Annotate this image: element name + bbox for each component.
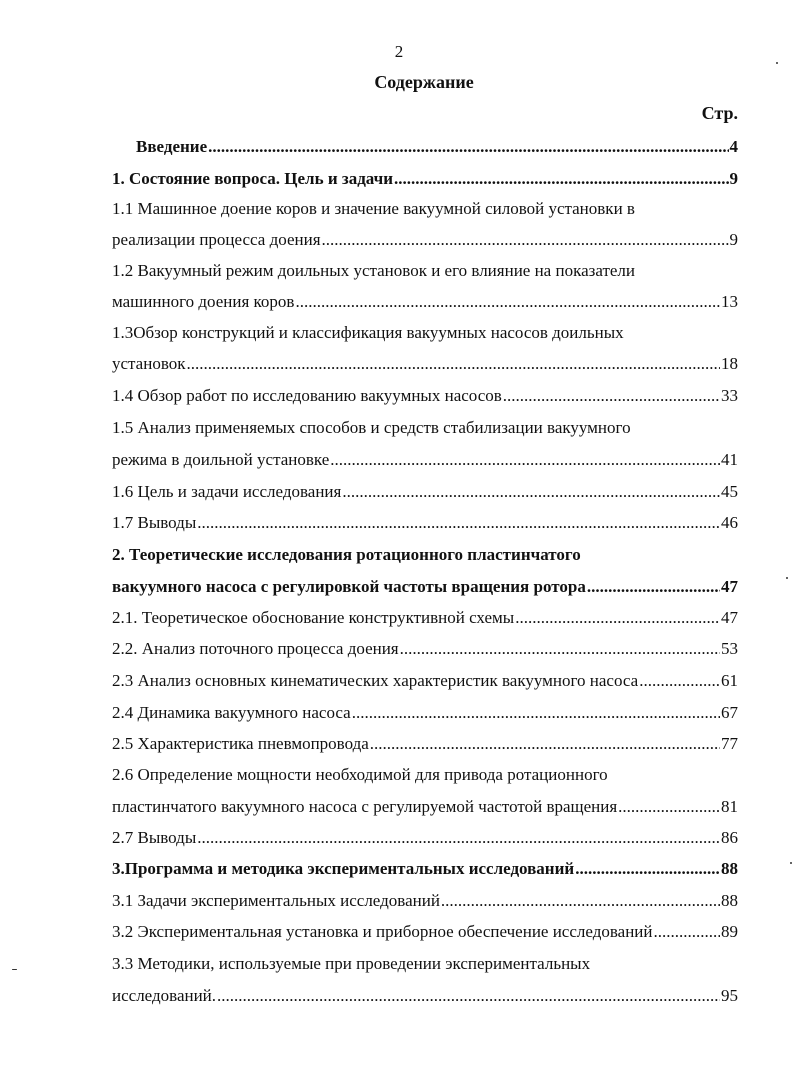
toc-entry-2-1: 2.1. Теоретическое обоснование конструктивной схемы ..... 47 bbox=[112, 607, 738, 629]
toc-entry-1-3-line1: 1.3Обзор конструкций и классификация вакуумных насосов доильных bbox=[112, 323, 624, 342]
page-column-label: Стр. bbox=[701, 103, 738, 123]
scan-speck bbox=[790, 862, 792, 864]
scan-speck bbox=[776, 62, 778, 64]
toc-entry-chapter-2: вакуумного насоса с регулировкой частоты вращения ротора ..... 47 bbox=[112, 576, 738, 598]
toc-entry-2-3: 2.3 Анализ основных кинематических характеристик вакуумного насоса ..... 61 bbox=[112, 670, 738, 692]
toc-entry-intro: Введение ..... 4 bbox=[136, 136, 738, 158]
toc-entry-1-3: установок ..... 18 bbox=[112, 353, 738, 375]
scan-speck bbox=[786, 577, 788, 579]
toc-entry-2-5: 2.5 Характеристика пневмопровода ..... 77 bbox=[112, 733, 738, 755]
toc-entry-3-3: исследований. ..... 95 bbox=[112, 985, 738, 1007]
toc-entry-1-1: реализации процесса доения ..... 9 bbox=[112, 229, 738, 251]
toc-entry-2-6-line1: 2.6 Определение мощности необходимой для привода ротационного bbox=[112, 765, 608, 784]
toc-entry-1-6: 1.6 Цель и задачи исследования ..... 45 bbox=[112, 481, 738, 503]
toc-entry-chapter-2-line1: 2. Теоретические исследования ротационного пластинчатого bbox=[112, 545, 581, 564]
scan-speck bbox=[12, 969, 17, 970]
toc-entry-1-5: режима в доильной установке ..... 41 bbox=[112, 449, 738, 471]
toc-entry-1-4: 1.4 Обзор работ по исследованию вакуумных насосов ..... 33 bbox=[112, 385, 738, 407]
toc-entry-1-7: 1.7 Выводы ..... 46 bbox=[112, 512, 738, 534]
toc-entry-1-2: машинного доения коров ..... 13 bbox=[112, 291, 738, 313]
toc-entry-3-2: 3.2 Экспериментальная установка и приборное обеспечение исследований ..... 89 bbox=[112, 921, 738, 943]
toc-entry-2-7: 2.7 Выводы ..... 86 bbox=[112, 827, 738, 849]
toc-entry-1-5-line1: 1.5 Анализ применяемых способов и средств стабилизации вакуумного bbox=[112, 418, 631, 437]
toc-entry-chapter-1: 1. Состояние вопроса. Цель и задачи ..... 9 bbox=[112, 168, 738, 190]
toc-entry-2-6: пластинчатого вакуумного насоса с регулируемой частотой вращения ..... 81 bbox=[112, 796, 738, 818]
toc-entry-2-4: 2.4 Динамика вакуумного насоса ..... 67 bbox=[112, 702, 738, 724]
toc-entry-1-1-line1: 1.1 Машинное доение коров и значение вакуумной силовой установки в bbox=[112, 199, 635, 218]
page-number: 2 bbox=[394, 42, 404, 61]
toc-entry-1-2-line1: 1.2 Вакуумный режим доильных установок и его влияние на показатели bbox=[112, 261, 635, 280]
toc-entry-3-3-line1: 3.3 Методики, используемые при проведении экспериментальных bbox=[112, 954, 591, 973]
page-title: Содержание bbox=[374, 72, 474, 92]
toc-entry-3-1: 3.1 Задачи экспериментальных исследований ..... 88 bbox=[112, 890, 738, 912]
toc-entry-chapter-3: 3.Программа и методика экспериментальных исследований ..... 88 bbox=[112, 858, 738, 880]
toc-entry-2-2: 2.2. Анализ поточного процесса доения ..... 53 bbox=[112, 638, 738, 660]
